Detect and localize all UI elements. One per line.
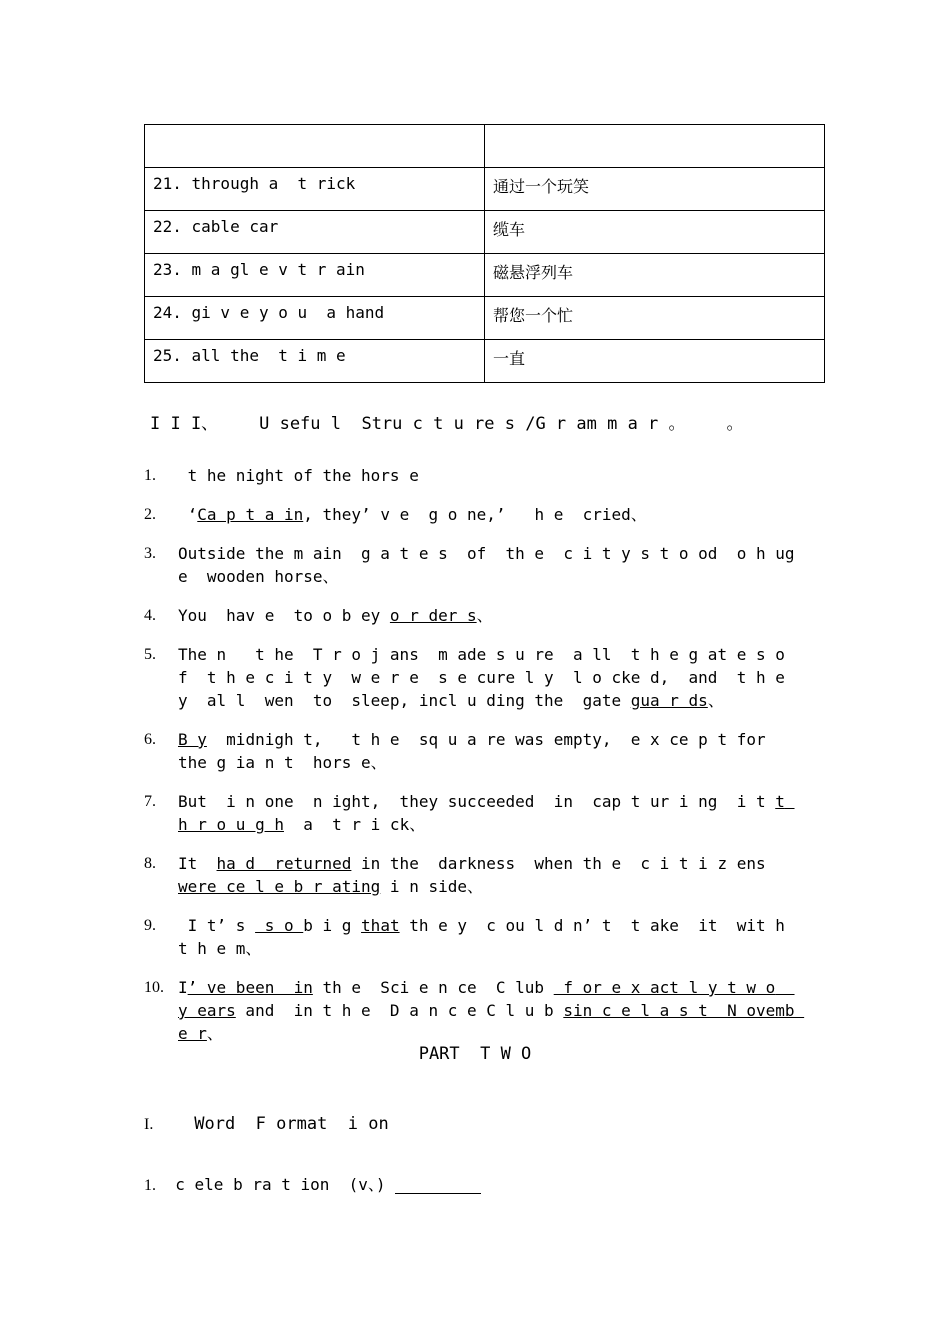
list-item — [144, 976, 804, 1045]
answer-blank[interactable] — [395, 1177, 481, 1194]
underlined-phrase: B y — [178, 730, 207, 749]
item-number: 8. — [144, 855, 156, 872]
item-number: 2. — [144, 506, 156, 523]
vocabulary-table — [144, 124, 825, 383]
english-phrase — [145, 125, 485, 168]
sentence-text: 、 — [707, 691, 724, 710]
sentence-text: But i n one n ight, they succeeded in cap t ur i ng i t — [178, 792, 776, 811]
item-number: 3. — [144, 545, 156, 562]
section-1-heading — [144, 1114, 389, 1134]
section-title: Word F ormat i on — [153, 1114, 389, 1134]
english-phrase: 25. all the t i m e — [145, 340, 485, 383]
underlined-phrase: that — [361, 916, 400, 935]
list-item — [144, 503, 804, 526]
table-row — [145, 297, 825, 340]
underlined-phrase: sin c e l a s t N ovemb e r — [178, 1001, 805, 1043]
list-item — [144, 604, 804, 627]
chinese-translation: 帮您一个忙 — [485, 297, 825, 340]
sentence-text: and in t h e D a n c e C l u b — [235, 1001, 564, 1020]
sentence-text: 、 — [206, 1024, 223, 1043]
grammar-list — [144, 464, 814, 1061]
list-item — [144, 643, 804, 712]
underlined-phrase: f or e x act l y t w o y ears — [178, 978, 795, 1020]
table-row — [145, 211, 825, 254]
sentence-text: a t r i ck、 — [283, 815, 426, 834]
chinese-translation — [485, 125, 825, 168]
english-phrase: 22. cable car — [145, 211, 485, 254]
item-number: 1. — [144, 1177, 156, 1194]
sentence-text: in the darkness when th e c i t i z ens — [351, 854, 776, 873]
sentence-text: It — [178, 854, 217, 873]
table-row — [145, 125, 825, 168]
item-number: 4. — [144, 607, 156, 624]
sentence-text: th e Sci e n ce C lub — [312, 978, 554, 997]
english-phrase: 21. through a t rick — [145, 168, 485, 211]
list-item — [144, 464, 804, 487]
english-phrase: 23. m a gl e v t r ain — [145, 254, 485, 297]
underlined-phrase: t h r o u g h — [178, 792, 795, 834]
sentence-text: Outside the m ain g a t e s of th e c i t y s t o od o h ug e wooden horse、 — [178, 544, 805, 586]
table-row — [145, 168, 825, 211]
section-numeral: I. — [144, 1116, 154, 1133]
list-item — [144, 790, 804, 836]
sentence-text: th e y c ou l d n’ t t ake it wit h t h e m、 — [178, 916, 814, 958]
sentence-text: You hav e to o b ey — [178, 606, 390, 625]
table-row — [145, 340, 825, 383]
sentence-text: , they’ v e g o ne,’ h e cried、 — [303, 505, 647, 524]
underlined-phrase: o r der s — [389, 606, 477, 625]
sentence-text: t he night of the hors e — [178, 466, 419, 485]
item-number: 1. — [144, 467, 156, 484]
underlined-phrase: ha d returned — [216, 854, 352, 873]
sentence-text: b i g — [303, 916, 362, 935]
item-number: 10. — [144, 979, 164, 996]
sentence-text: I — [178, 978, 188, 997]
sentence-text: midnigh t, t h e sq u a re was empty, e x ce p t for the g ia n t hors e、 — [178, 730, 776, 772]
sentence-text: i n side、 — [380, 877, 483, 896]
item-number: 9. — [144, 917, 156, 934]
sentence-text: I t’ s — [178, 916, 256, 935]
underlined-phrase: were ce l e b r ating — [178, 877, 381, 896]
sentence-text: The n t he T r o j ans m ade s u re a ll t h e g at e s o f t h e c i t y w e r e s e cure l y l o cke d, and t h e y al l wen to sleep, incl u ding the gate — [178, 645, 795, 710]
chinese-translation: 磁悬浮列车 — [485, 254, 825, 297]
item-number: 6. — [144, 731, 156, 748]
sentence-text: 、 — [476, 606, 493, 625]
underlined-phrase: s o — [255, 916, 304, 935]
list-item — [144, 914, 814, 960]
list-item — [144, 542, 804, 588]
underlined-phrase: gua r ds — [630, 691, 708, 710]
chinese-translation: 缆车 — [485, 211, 825, 254]
underlined-phrase: ’ ve been in — [187, 978, 313, 997]
sentence-text: ‘ — [178, 505, 198, 524]
english-phrase: 24. gi v e y o u a hand — [145, 297, 485, 340]
item-number: 7. — [144, 793, 156, 810]
underlined-phrase: Ca p t a in — [197, 505, 304, 524]
table-row — [145, 254, 825, 297]
list-item — [144, 728, 804, 774]
chinese-translation: 通过一个玩笑 — [485, 168, 825, 211]
chinese-translation: 一直 — [485, 340, 825, 383]
part-two-heading: PART T W O — [418, 1044, 532, 1064]
section-3-heading: I I I、 U sefu l Stru c t u re s /G r am m a r 。 。 — [150, 414, 744, 434]
word-formation-item — [144, 1172, 481, 1195]
item-text: c ele b ra t ion (v、) — [156, 1175, 396, 1194]
list-item — [144, 852, 804, 898]
item-number: 5. — [144, 646, 156, 663]
